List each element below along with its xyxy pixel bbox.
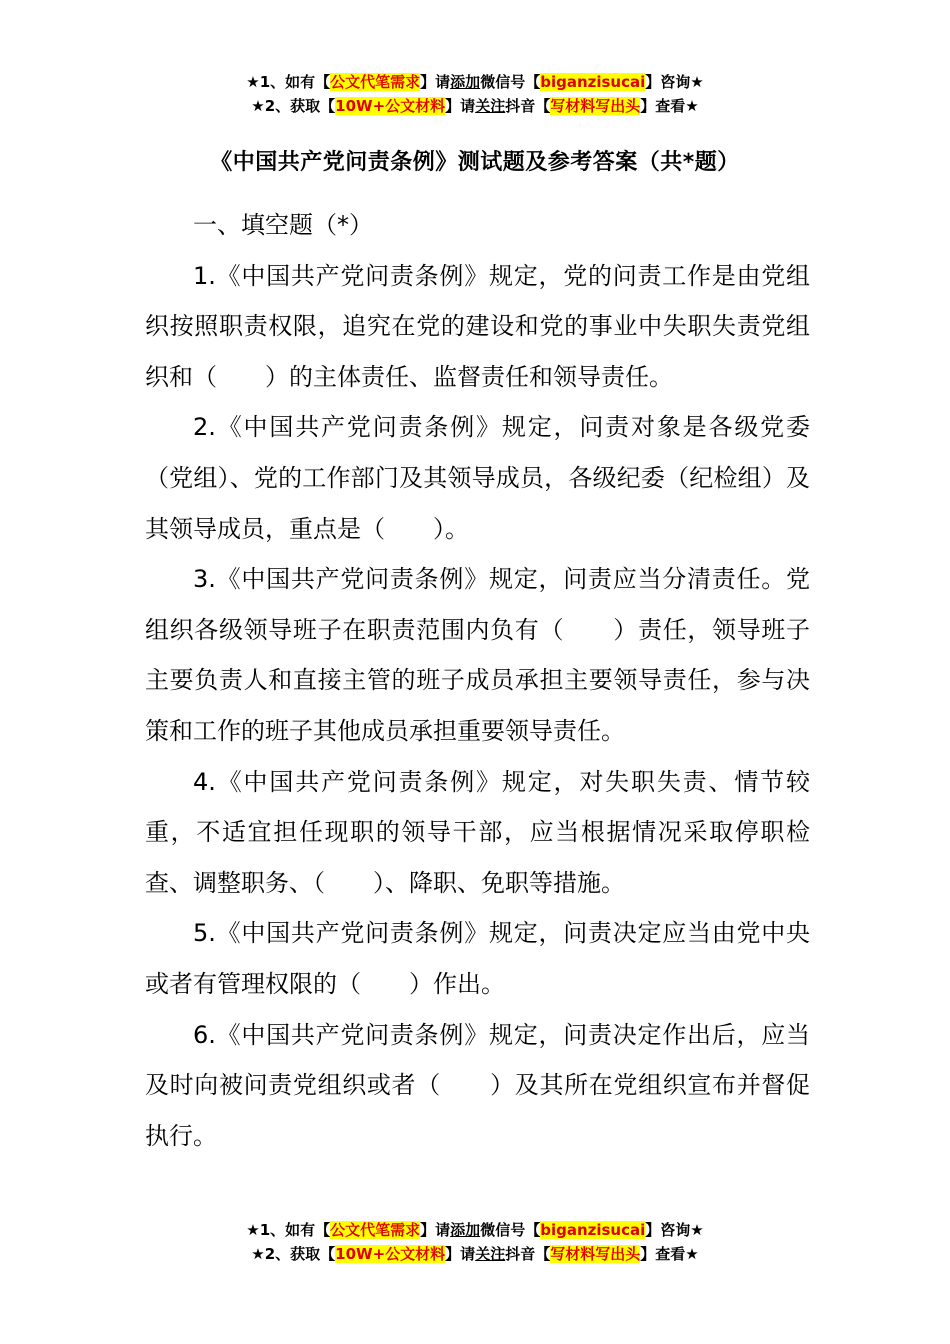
star-icon: ★ <box>246 1221 260 1239</box>
banner-text: 1、如有【 <box>259 73 331 91</box>
star-icon: ★ <box>690 1221 704 1239</box>
banner-text: 微信号【 <box>480 1221 541 1239</box>
banner-text: 】咨询 <box>645 73 691 91</box>
banner-line-2 <box>0 94 950 118</box>
banner-underline: 添加 <box>450 1221 481 1239</box>
top-banner <box>0 70 950 118</box>
banner-text: 】请 <box>420 1221 451 1239</box>
banner-text: 抖音【 <box>505 97 551 115</box>
banner-text: 】查看 <box>640 97 686 115</box>
banner-line-2 <box>0 1242 950 1266</box>
banner-line-1 <box>0 70 950 94</box>
banner-text: 微信号【 <box>480 73 541 91</box>
banner-highlight: 写材料写出头 <box>550 97 641 115</box>
star-icon: ★ <box>251 97 265 115</box>
star-icon: ★ <box>685 1245 699 1263</box>
star-icon: ★ <box>251 1245 265 1263</box>
banner-text: 】咨询 <box>645 1221 691 1239</box>
banner-highlight: biganzisucai <box>540 1221 646 1239</box>
banner-highlight: 10W+公文材料 <box>335 1245 446 1263</box>
banner-text: 1、如有【 <box>259 1221 331 1239</box>
banner-text: 2、获取【 <box>264 97 336 115</box>
document-title: 《中国共产党问责条例》测试题及参考答案（共*题） <box>210 150 740 175</box>
question-5: 5.《中国共产党问责条例》规定，问责决定应当由党中央或者有管理权限的（ ）作出。 <box>145 919 810 998</box>
banner-highlight: 10W+公文材料 <box>335 97 446 115</box>
banner-highlight: biganzisucai <box>540 73 646 91</box>
banner-text: 2、获取【 <box>264 1245 336 1263</box>
banner-highlight: 写材料写出头 <box>550 1245 641 1263</box>
question-3: 3.《中国共产党问责条例》规定，问责应当分清责任。党组织各级领导班子在职责范围内负有（ ）责任，领导班子主要负责人和直接主管的班子成员承担主要领导责任，参与决策和工作的班子其他成员承担重要领导责任。 <box>145 565 810 745</box>
bottom-banner <box>0 1218 950 1266</box>
section-title: 一、填空题（*） <box>193 211 373 239</box>
star-icon: ★ <box>246 73 260 91</box>
question-2: 2.《中国共产党问责条例》规定，问责对象是各级党委（党组）、党的工作部门及其领导成员，各级纪委（纪检组）及其领导成员，重点是（ ）。 <box>145 413 810 543</box>
document-body <box>145 200 810 1161</box>
banner-text: 】请 <box>445 1245 476 1263</box>
star-icon: ★ <box>685 97 699 115</box>
banner-highlight: 公文代笔需求 <box>330 73 421 91</box>
question-4: 4.《中国共产党问责条例》规定，对失职失责、情节较重，不适宜担任现职的领导干部，应当根据情况采取停职检查、调整职务、（ ）、降职、免职等措施。 <box>145 767 810 897</box>
question-1: 1.《中国共产党问责条例》规定，党的问责工作是由党组织按照职责权限，追究在党的建设和党的事业中失职失责党组织和（ ）的主体责任、监督责任和领导责任。 <box>145 261 810 391</box>
star-icon: ★ <box>690 73 704 91</box>
question-6: 6.《中国共产党问责条例》规定，问责决定作出后，应当及时向被问责党组织或者（ ）及其所在党组织宣布并督促执行。 <box>145 1020 810 1150</box>
banner-line-1 <box>0 1218 950 1242</box>
banner-text: 】查看 <box>640 1245 686 1263</box>
banner-underline: 添加 <box>450 73 481 91</box>
banner-highlight: 公文代笔需求 <box>330 1221 421 1239</box>
banner-text: 抖音【 <box>505 1245 551 1263</box>
banner-underline: 关注 <box>475 97 506 115</box>
banner-text: 】请 <box>445 97 476 115</box>
banner-text: 】请 <box>420 73 451 91</box>
banner-underline: 关注 <box>475 1245 506 1263</box>
